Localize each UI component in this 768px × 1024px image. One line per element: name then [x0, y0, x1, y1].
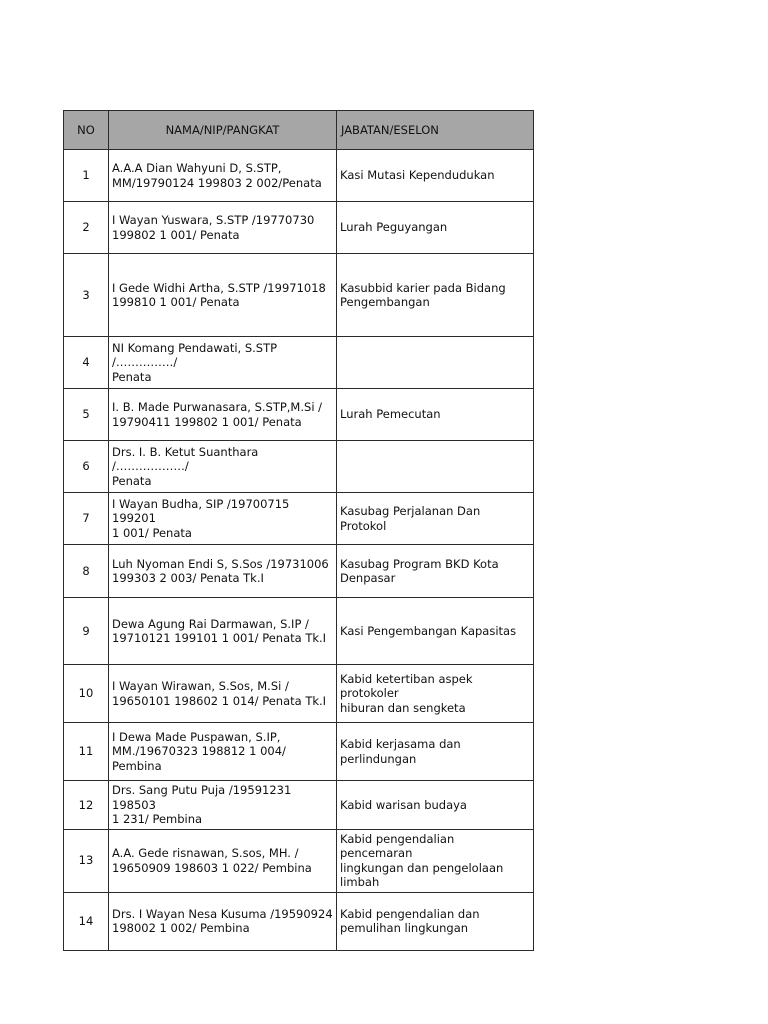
cell-nama: Drs. Sang Putu Puja /19591231 198503 1 231/ Pembina	[109, 781, 337, 830]
cell-no: 11	[64, 723, 109, 781]
table-row	[64, 545, 534, 598]
table-row	[64, 892, 534, 950]
table-row	[64, 254, 534, 337]
cell-nama: I Gede Widhi Artha, S.STP /19971018 199810 1 001/ Penata	[109, 254, 337, 337]
table-row	[64, 781, 534, 830]
cell-no: 10	[64, 665, 109, 723]
cell-nama: A.A. Gede risnawan, S.sos, MH. / 19650909 198603 1 022/ Pembina	[109, 829, 337, 892]
cell-nama: I Wayan Wirawan, S.Sos, M.Si / 19650101 198602 1 014/ Penata Tk.I	[109, 665, 337, 723]
cell-jabatan: Kabid ketertiban aspek protokoler hiburan dan sengketa	[337, 665, 534, 723]
table-row	[64, 723, 534, 781]
cell-nama: Dewa Agung Rai Darmawan, S.IP / 19710121 199101 1 001/ Penata Tk.I	[109, 598, 337, 665]
table-row	[64, 598, 534, 665]
cell-no: 5	[64, 389, 109, 441]
table-row	[64, 389, 534, 441]
cell-no: 13	[64, 829, 109, 892]
cell-jabatan: Kasubag Program BKD Kota Denpasar	[337, 545, 534, 598]
cell-no: 2	[64, 202, 109, 254]
cell-jabatan: Kasi Pengembangan Kapasitas	[337, 598, 534, 665]
table-row	[64, 150, 534, 202]
cell-jabatan: Lurah Pemecutan	[337, 389, 534, 441]
table-row	[64, 441, 534, 493]
cell-jabatan: Kabid pengendalian dan pemulihan lingkungan	[337, 892, 534, 950]
cell-no: 9	[64, 598, 109, 665]
cell-jabatan: Kabid warisan budaya	[337, 781, 534, 830]
cell-no: 4	[64, 337, 109, 389]
table-row	[64, 202, 534, 254]
cell-nama: I Wayan Yuswara, S.STP /19770730 199802 1 001/ Penata	[109, 202, 337, 254]
cell-no: 14	[64, 892, 109, 950]
cell-nama: NI Komang Pendawati, S.STP /……………/ Penata	[109, 337, 337, 389]
header-no: NO	[64, 111, 109, 150]
header-nama-nip-pangkat: NAMA/NIP/PANGKAT	[109, 111, 337, 150]
cell-jabatan	[337, 441, 534, 493]
cell-jabatan: Kasi Mutasi Kependudukan	[337, 150, 534, 202]
table-row	[64, 665, 534, 723]
cell-jabatan: Lurah Peguyangan	[337, 202, 534, 254]
employee-table	[63, 110, 534, 951]
cell-no: 1	[64, 150, 109, 202]
cell-nama: I. B. Made Purwanasara, S.STP,M.Si / 19790411 199802 1 001/ Penata	[109, 389, 337, 441]
cell-no: 6	[64, 441, 109, 493]
cell-jabatan: Kasubag Perjalanan Dan Protokol	[337, 493, 534, 545]
cell-no: 7	[64, 493, 109, 545]
cell-no: 12	[64, 781, 109, 830]
header-row	[64, 111, 534, 150]
table-row	[64, 493, 534, 545]
cell-nama: Drs. I Wayan Nesa Kusuma /19590924 198002 1 002/ Pembina	[109, 892, 337, 950]
cell-no: 8	[64, 545, 109, 598]
cell-jabatan	[337, 337, 534, 389]
header-jabatan-eselon: JABATAN/ESELON	[337, 111, 534, 150]
cell-nama: A.A.A Dian Wahyuni D, S.STP, MM/19790124 199803 2 002/Penata	[109, 150, 337, 202]
table-row	[64, 829, 534, 892]
cell-jabatan: Kasubbid karier pada Bidang Pengembangan	[337, 254, 534, 337]
cell-no: 3	[64, 254, 109, 337]
cell-nama: I Dewa Made Puspawan, S.IP, MM./19670323 198812 1 004/ Pembina	[109, 723, 337, 781]
cell-nama: I Wayan Budha, SIP /19700715 199201 1 001/ Penata	[109, 493, 337, 545]
cell-jabatan: Kabid kerjasama dan perlindungan	[337, 723, 534, 781]
cell-jabatan: Kabid pengendalian pencemaran lingkungan dan pengelolaan limbah	[337, 829, 534, 892]
cell-nama: Luh Nyoman Endi S, S.Sos /19731006 199303 2 003/ Penata Tk.I	[109, 545, 337, 598]
cell-nama: Drs. I. B. Ketut Suanthara /………………/ Penata	[109, 441, 337, 493]
table-row	[64, 337, 534, 389]
